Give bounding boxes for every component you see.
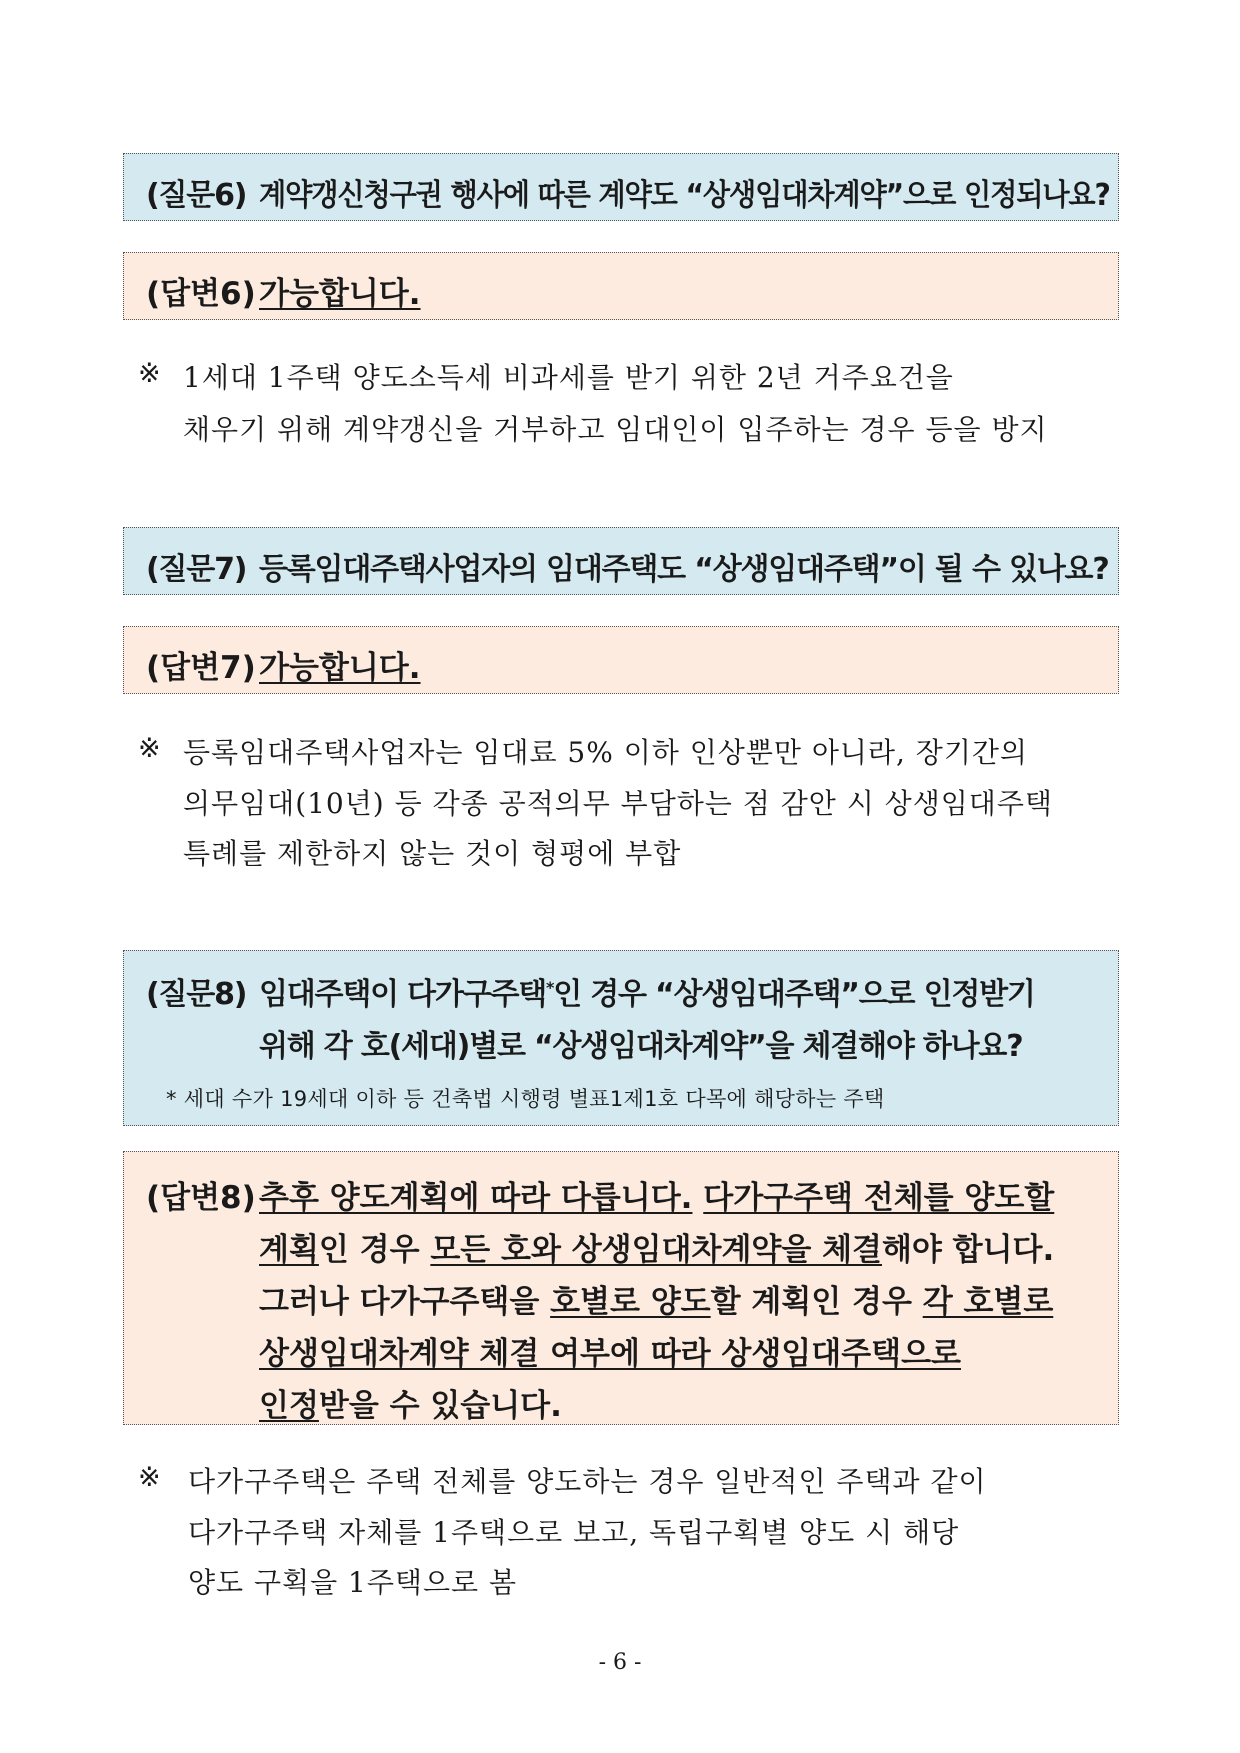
answer-8-l5-t1: 받을 수 있습니다. (318, 1388, 562, 1424)
answer-8-box (123, 1151, 1119, 1425)
answer-7-label: (답변7) (146, 650, 256, 686)
question-7-text: 등록임대주택사업자의 임대주택도 “상생임대주택”이 될 수 있나요? (259, 552, 1109, 587)
note-7-line-3: 특례를 제한하지 않는 것이 형평에 부합 (183, 837, 682, 870)
answer-6-box (123, 252, 1119, 320)
answer-8-l4-u1: 상생임대차계약 체결 여부에 따라 상생임대주택으로 (259, 1336, 961, 1372)
answer-8-l3-t2: 할 계획인 경우 (710, 1284, 923, 1320)
note-6-line-1: 1세대 1주택 양도소득세 비과세를 받기 위한 2년 거주요건을 (183, 361, 954, 394)
question-6-label: (질문6) (146, 178, 247, 213)
note-7-line-1: 등록임대주택사업자는 임대료 5% 이하 인상뿐만 아니라, 장기간의 (183, 736, 1028, 769)
question-8-line-2: 위해 각 호(세대)별로 “상생임대차계약”을 체결해야 하나요? (259, 1029, 1023, 1064)
reference-mark-icon: ※ (138, 358, 161, 389)
footnote-star: * (546, 978, 554, 997)
question-8-footnote: * 세대 수가 19세대 이하 등 건축법 시행령 별표1제1호 다목에 해당하는 주택 (166, 1087, 885, 1111)
answer-8-l2-u2: 모든 호와 상생임대차계약을 체결 (430, 1232, 882, 1268)
answer-8-l2-t1: 인 경우 (318, 1232, 431, 1268)
note-8-line-3: 양도 구획을 1주택으로 봄 (188, 1566, 517, 1599)
answer-8-line-4 (259, 1328, 961, 1373)
answer-8-label: (답변8) (146, 1180, 256, 1216)
question-8-label: (질문8) (146, 977, 247, 1012)
question-6-text: 계약갱신청구권 행사에 따른 계약도 “상생임대차계약”으로 인정되나요? (259, 178, 1110, 213)
answer-7-box (123, 626, 1119, 694)
page-number: - 6 - (598, 1650, 642, 1675)
note-7-line-2: 의무임대(10년) 등 각종 공적의무 부담하는 점 감안 시 상생임대주택 (183, 787, 1053, 820)
answer-8-line-1 (259, 1172, 1054, 1217)
answer-6-text: 가능합니다. (259, 276, 421, 312)
answer-8-line-2 (259, 1224, 1054, 1269)
question-6-box (123, 153, 1119, 221)
question-8-line-1 (259, 969, 1035, 1013)
question-8-line-1-a: 임대주택이 다가구주택 (259, 977, 547, 1012)
answer-8-l2-u1: 계획 (259, 1232, 319, 1268)
answer-8-line-5 (259, 1380, 562, 1425)
answer-8-line-3 (259, 1276, 1053, 1321)
note-6-line-2: 채우기 위해 계약갱신을 거부하고 임대인이 입주하는 경우 등을 방지 (183, 413, 1048, 446)
note-8-line-2: 다가구주택 자체를 1주택으로 보고, 독립구획별 양도 시 해당 (188, 1516, 960, 1549)
question-7-label: (질문7) (146, 552, 247, 587)
question-7-box (123, 527, 1119, 595)
reference-mark-icon: ※ (138, 1462, 161, 1493)
answer-8-l1-u2: 다가구주택 전체를 양도할 (703, 1180, 1055, 1216)
answer-8-l2-t2: 해야 합니다. (881, 1232, 1055, 1268)
answer-8-l5-u1: 인정 (259, 1388, 319, 1424)
reference-mark-icon: ※ (138, 733, 161, 764)
answer-8-l3-t1: 그러나 다가구주택을 (259, 1284, 551, 1320)
answer-8-l1-u1: 추후 양도계획에 따라 다릅니다. (259, 1180, 693, 1216)
answer-6-label: (답변6) (146, 276, 256, 312)
answer-8-l1-sp (692, 1180, 703, 1216)
answer-8-l3-u1: 호별로 양도 (550, 1284, 711, 1320)
question-8-line-1-b: 인 경우 “상생임대주택”으로 인정받기 (553, 977, 1035, 1012)
note-8-line-1: 다가구주택은 주택 전체를 양도하는 경우 일반적인 주택과 같이 (188, 1465, 987, 1498)
answer-7-text: 가능합니다. (259, 650, 421, 686)
question-8-box (123, 950, 1119, 1126)
answer-8-l3-u2: 각 호별로 (922, 1284, 1054, 1320)
